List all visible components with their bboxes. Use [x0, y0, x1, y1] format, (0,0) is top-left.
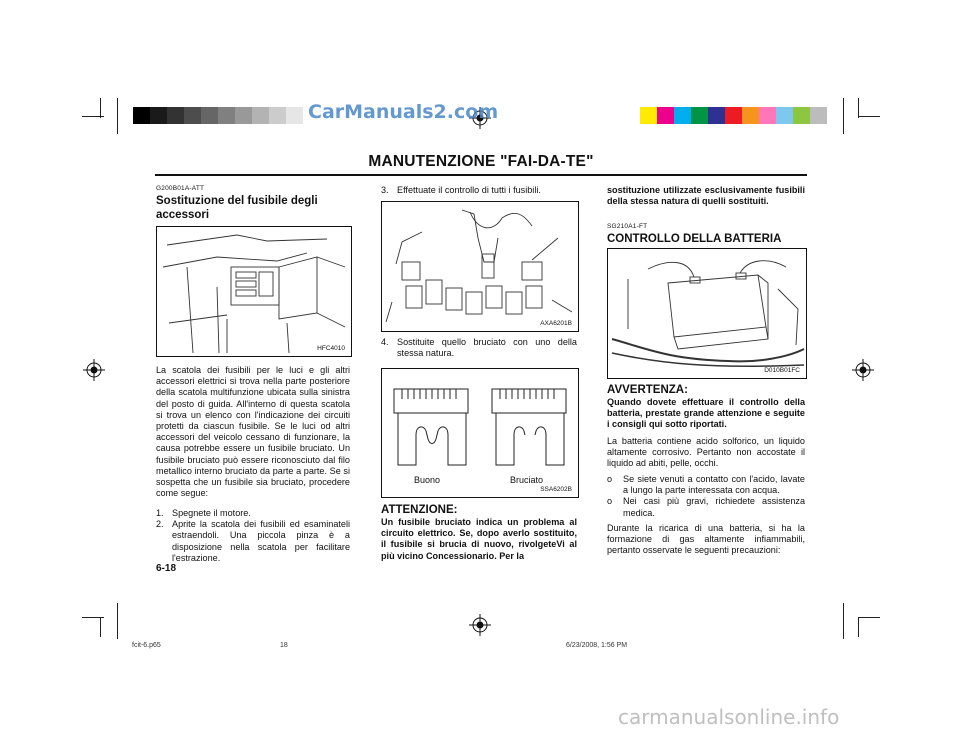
watermark-top[interactable]: CarManuals2.com: [308, 101, 499, 123]
color-swatch: [167, 107, 184, 124]
section-heading: Sostituzione del fusibile degli accessori: [156, 195, 318, 221]
section-code: SG210A1-FT: [607, 223, 648, 230]
battery-drawing: [608, 249, 806, 378]
color-swatch: [759, 107, 776, 124]
color-swatch: [150, 107, 167, 124]
color-bar: [640, 107, 827, 124]
step-4: [381, 337, 577, 359]
fuse-burnt-label: Bruciato: [510, 475, 544, 485]
fuse-removal-drawing: [382, 202, 578, 331]
section-heading: CONTROLLO DELLA BATTERIA: [607, 233, 782, 245]
list-item: o Se siete venuti a contatto con l'acido, lavate a lungo la parte interessata con acqua.: [607, 474, 805, 496]
fuse-comparison-drawing: [382, 369, 578, 497]
attention-text: Un fusibile bruciato indica un problema al circuito elettrico. Se, dopo averlo sostituito, il fusibile si brucia di nuovo, rivolgeteVi al più vicino Concessionario. Per la: [381, 517, 577, 561]
section-code: G200B01A-ATT: [156, 185, 205, 192]
list-item: 3. Effettuate il controllo di tutti i fusibili.: [381, 185, 541, 195]
fuse-box-paragraph: La scatola dei fusibili per le luci e gli altri accessori elettrici si trova nella parte posteriore della scatola multifunzione ubicata sulla sinistra del posto di guida. All'interno di questa scatola si trova un elenco con l'indicazione dei circuiti protetti da ciascun fusibile. Se le luci od altri accessori del veicolo cessano di funzionare, la causa potrebbe essere un fusibile bruciato. Un fusibile bruciato può essere riconosciuto dal filo metallico interno bruciato da parte a parte. Se si sospetta che un fusibile sia bruciato, procedere come segue:: [156, 365, 350, 499]
color-swatch: [218, 107, 235, 124]
fuse-box-drawing: [157, 227, 351, 356]
watermark-bottom[interactable]: carmanualsonline.info: [618, 705, 840, 729]
charging-paragraph: Durante la ricarica di una batteria, si ha la formazione di gas altamente infiammabili, pertanto osservate le seguenti precauzioni:: [607, 523, 805, 556]
page-number: 6-18: [156, 563, 177, 574]
attention-heading: ATTENZIONE:: [381, 504, 458, 516]
fuse-good-label: Buono: [414, 475, 441, 485]
crop-mark: [858, 617, 859, 637]
fuse-comparison-figure: [381, 368, 579, 498]
color-swatch: [184, 107, 201, 124]
color-swatch: [742, 107, 759, 124]
list-item: o Nei casi più gravi, richiedete assistenza medica.: [607, 496, 805, 518]
crosshair-icon: [852, 359, 874, 381]
color-swatch: [640, 107, 657, 124]
warning-text: Quando dovete effettuare il controllo della batteria, prestate grande attenzione e seguite i consigli qui sotto riportati.: [607, 397, 805, 430]
footer-date: 6/23/2008, 1:56 PM: [566, 642, 628, 649]
color-swatch: [725, 107, 742, 124]
title-divider: [155, 174, 807, 176]
crop-mark: [858, 617, 880, 618]
crop-mark: [858, 116, 880, 117]
step-3: [381, 185, 577, 196]
warning-heading: AVVERTENZA:: [607, 384, 688, 396]
color-swatch: [708, 107, 725, 124]
list-item: 4. Sostituite quello bruciato con uno della stessa natura.: [381, 337, 577, 359]
color-swatch: [657, 107, 674, 124]
color-swatch: [674, 107, 691, 124]
crop-mark: [843, 98, 844, 134]
footer-file: fcit-6.p65: [132, 642, 161, 649]
color-swatch: [269, 107, 286, 124]
fuse-removal-figure: [381, 201, 579, 332]
crop-mark: [117, 603, 118, 639]
crosshair-icon: [83, 359, 105, 381]
battery-paragraph: La batteria contiene acido solforico, un liquido altamente corrosivo. Pertanto non accostate il liquido ad abiti, pelle, occhi.: [607, 436, 805, 469]
list-item: 2. Aprite la scatola dei fusibili ed esaminateli estraendoli. Una piccola pinza è a disposizione nella scatola per facilitare l'estrazione.: [156, 519, 350, 563]
battery-figure: [607, 248, 807, 379]
color-swatch: [286, 107, 303, 124]
color-swatch: [793, 107, 810, 124]
figure-code: HFC4010: [317, 345, 345, 352]
color-swatch: [810, 107, 827, 124]
footer-page: 18: [280, 642, 288, 649]
crop-mark: [100, 617, 101, 637]
page-title: MANUTENZIONE "FAI-DA-TE": [368, 153, 594, 170]
bullet-list: [607, 474, 805, 519]
crop-mark: [843, 603, 844, 639]
color-swatch: [776, 107, 793, 124]
crosshair-icon: [469, 614, 491, 636]
color-swatch: [252, 107, 269, 124]
steps-list: [156, 508, 350, 564]
crop-mark: [117, 98, 118, 134]
color-swatch: [201, 107, 218, 124]
list-item: 1. Spegnete il motore.: [156, 508, 251, 518]
color-swatch: [133, 107, 150, 124]
figure-code: AXA6201B: [540, 320, 572, 327]
color-swatch: [691, 107, 708, 124]
figure-code: SSA6202B: [540, 486, 572, 493]
crop-mark: [100, 98, 101, 118]
crop-mark: [858, 98, 859, 118]
fuse-box-figure: [156, 226, 352, 357]
crop-mark: [82, 617, 104, 618]
grayscale-bar: [133, 107, 303, 124]
color-swatch: [235, 107, 252, 124]
continued-text: sostituzione utilizzate esclusivamente fusibili della stessa natura di quelli sostituiti.: [607, 185, 805, 207]
figure-code: D010B01FC: [764, 367, 800, 374]
